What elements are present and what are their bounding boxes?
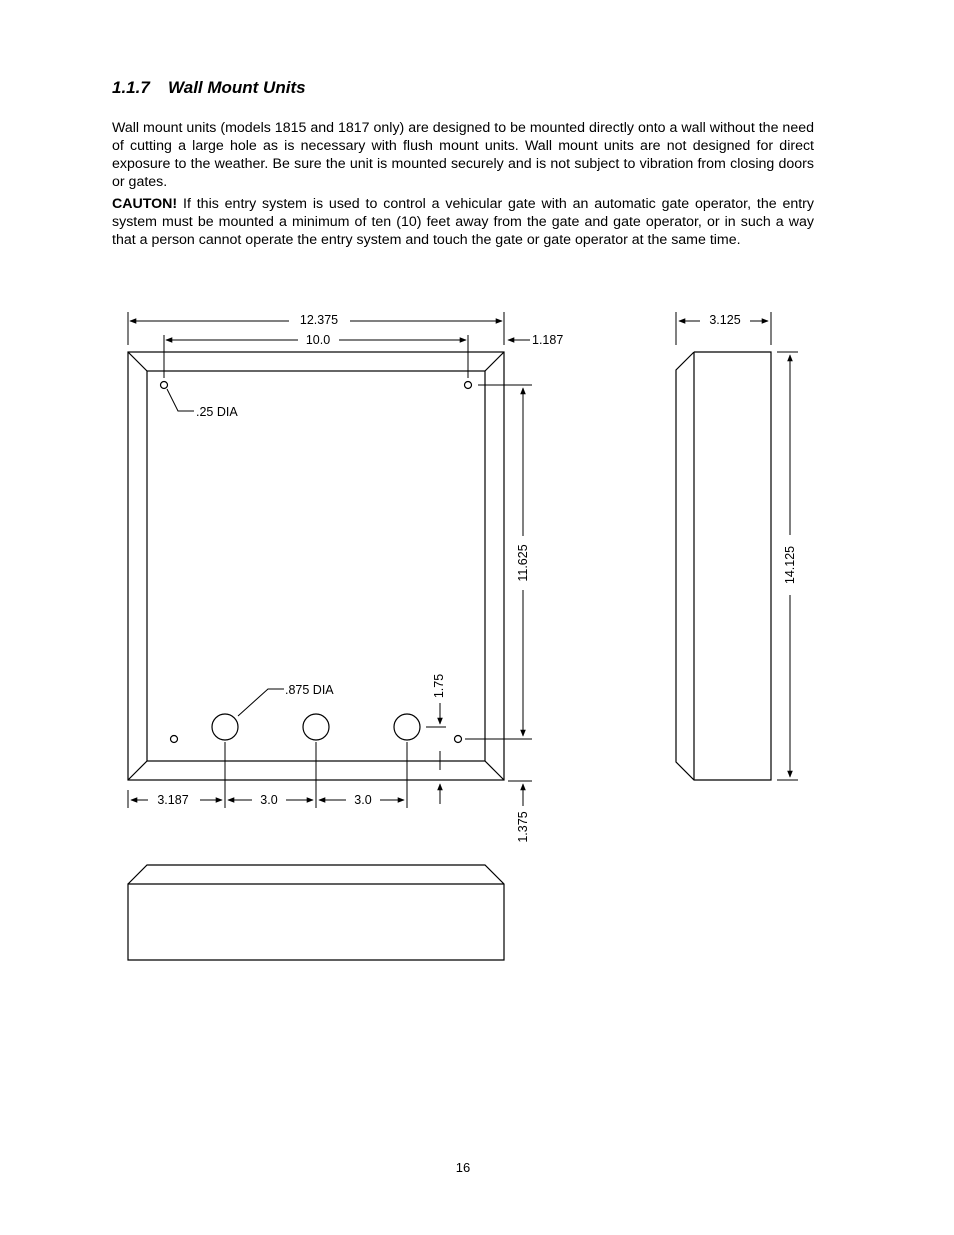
dim-depth: 3.125 <box>709 313 741 327</box>
mounting-hole-top-left <box>161 382 168 389</box>
caution-text: If this entry system is used to control a vehicular gate with an automatic gate operator, the entry system must be mounted a minimum of ten (10) feet away from the gate and gate operator, or in such a way that a person cannot operate the entry system and touch the gate or gate operator at the same time. <box>112 196 814 248</box>
large-hole-label: .875 DIA <box>285 683 334 697</box>
dim-bottom-hole-offset: 1.75 <box>432 673 446 699</box>
dim-overall-height: 14.125 <box>783 545 797 585</box>
page-number: 16 <box>455 1160 471 1175</box>
bottom-view <box>128 865 504 960</box>
conduit-hole-1 <box>212 714 238 740</box>
front-outer-outline <box>128 352 504 780</box>
intro-paragraph: Wall mount units (models 1815 and 1817 only) are designed to be mounted directly onto a wall without the need of cutting a large hole as is necessary with flush mount units. Wall mount units are not designed for direct exposure to the weather. Be sure the unit is mounted securely and is not subject to vibration from closing doors or gates. <box>112 120 814 190</box>
dim-bottom-offset: 1.375 <box>516 811 530 843</box>
section-number: 1.1.7 <box>112 78 150 97</box>
mounting-hole-bottom-right <box>455 736 462 743</box>
conduit-hole-3 <box>394 714 420 740</box>
mounting-hole-top-right <box>465 382 472 389</box>
dim-left-hole-offset: 3.187 <box>157 793 189 807</box>
dim-hole-gap-2: 3.0 <box>354 793 372 807</box>
dim-side-offset: 1.187 <box>532 333 564 347</box>
dim-hole-spacing-height: 11.625 <box>516 544 530 582</box>
dim-hole-gap-1: 3.0 <box>260 793 278 807</box>
dim-hole-spacing-width: 10.0 <box>305 333 331 347</box>
mounting-hole-bottom-left <box>171 736 178 743</box>
conduit-hole-2 <box>303 714 329 740</box>
dim-overall-width: 12.375 <box>299 313 339 327</box>
front-view <box>128 352 504 780</box>
section-title: Wall Mount Units <box>168 78 306 97</box>
small-hole-label: .25 DIA <box>196 405 238 419</box>
side-view <box>676 352 771 780</box>
caution-label: CAUTON! <box>112 196 178 212</box>
front-inner-outline <box>147 371 485 761</box>
